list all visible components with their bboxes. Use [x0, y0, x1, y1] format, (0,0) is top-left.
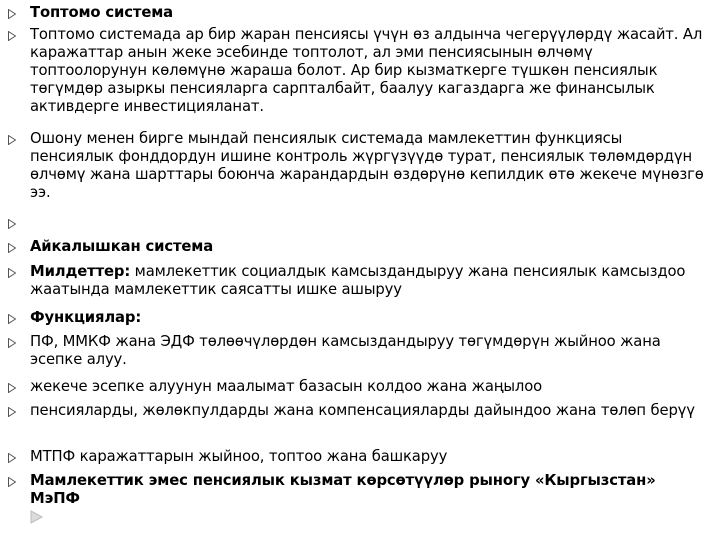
triangle-bullet-icon — [8, 238, 30, 253]
slide-nav-arrow-icon[interactable] — [30, 509, 44, 528]
triangle-bullet-icon — [8, 309, 30, 324]
triangle-bullet-icon — [8, 333, 30, 348]
triangle-bullet-icon — [8, 378, 30, 393]
list-item — [8, 238, 708, 256]
triangle-bullet-icon — [8, 402, 30, 417]
function-item: жекече эсепке алуунун маалымат базасын колдоо жана жаңылоо — [30, 378, 543, 395]
tasks-text: мамлекеттик социалдык камсыздандыруу жана пенсиялык камсыздоо жаатында мамлекеттик саясатты ишке ашыруу — [30, 263, 686, 298]
list-item-empty — [8, 214, 708, 229]
triangle-bullet-icon — [8, 263, 30, 278]
triangle-bullet-icon — [8, 26, 30, 41]
list-item — [8, 4, 708, 22]
list-item — [8, 472, 708, 508]
triangle-bullet-icon — [8, 4, 30, 19]
market-item: Мамлекеттик эмес пенсиялык кызмат көрсөтүүлөр рыногу «Кыргызстан» МэПФ — [30, 472, 656, 507]
heading-accumulative-system: Топтомо система — [30, 4, 173, 21]
triangle-bullet-icon — [8, 214, 30, 229]
list-item — [8, 333, 708, 369]
list-item — [8, 402, 708, 420]
list-item — [8, 448, 708, 466]
list-item — [8, 309, 708, 327]
function-item: ПФ, ММКФ жана ЭДФ төлөөчүлөрдөн камсыздандыруу төгүмдөрүн жыйноо жана эсепке алуу. — [30, 333, 661, 368]
function-item: МТПФ каражаттарын жыйноо, топтоо жана башкаруу — [30, 448, 448, 465]
triangle-bullet-icon — [8, 448, 30, 463]
tasks-item — [30, 263, 708, 299]
triangle-bullet-icon — [8, 130, 30, 145]
functions-label: Функциялар: — [30, 309, 142, 326]
heading-combined-system: Айкалышкан система — [30, 238, 214, 255]
list-item — [8, 26, 708, 116]
triangle-bullet-icon — [8, 472, 30, 487]
function-item: пенсияларды, жөлөкпулдарды жана компенсацияларды дайындоо жана төлөп берүү — [30, 402, 695, 419]
paragraph: Ошону менен бирге мындай пенсиялык системада мамлекеттин функциясы пенсиялык фонддордун ишине контроль жүргүзүүдө турат, пенсиялык төлөмдөрдүн өлчөмү жана шарттары боюнча жарандардын өздөрүнө кепилдик өтө жекече мүнөзгө ээ. — [30, 130, 704, 201]
list-item — [8, 263, 708, 299]
list-item — [8, 378, 708, 396]
tasks-label: Милдеттер: — [30, 263, 131, 280]
list-item — [8, 130, 708, 202]
paragraph: Топтомо системада ар бир жаран пенсиясы үчүн өз алдынча чегерүүлөрдү жасайт. Ал каражаттар анын жеке эсебинде топтолот, ал эми пенсиясынын өлчөмү топтоолорунун көлөмүнө жараша болот. Ар бир кызматкерге түшкөн пенсиялык төгүмдөр азыркы пенсияларга сарпталбайт, баалуу кагаздарга же финансылык активдерге инвестицияланат. — [30, 26, 703, 115]
